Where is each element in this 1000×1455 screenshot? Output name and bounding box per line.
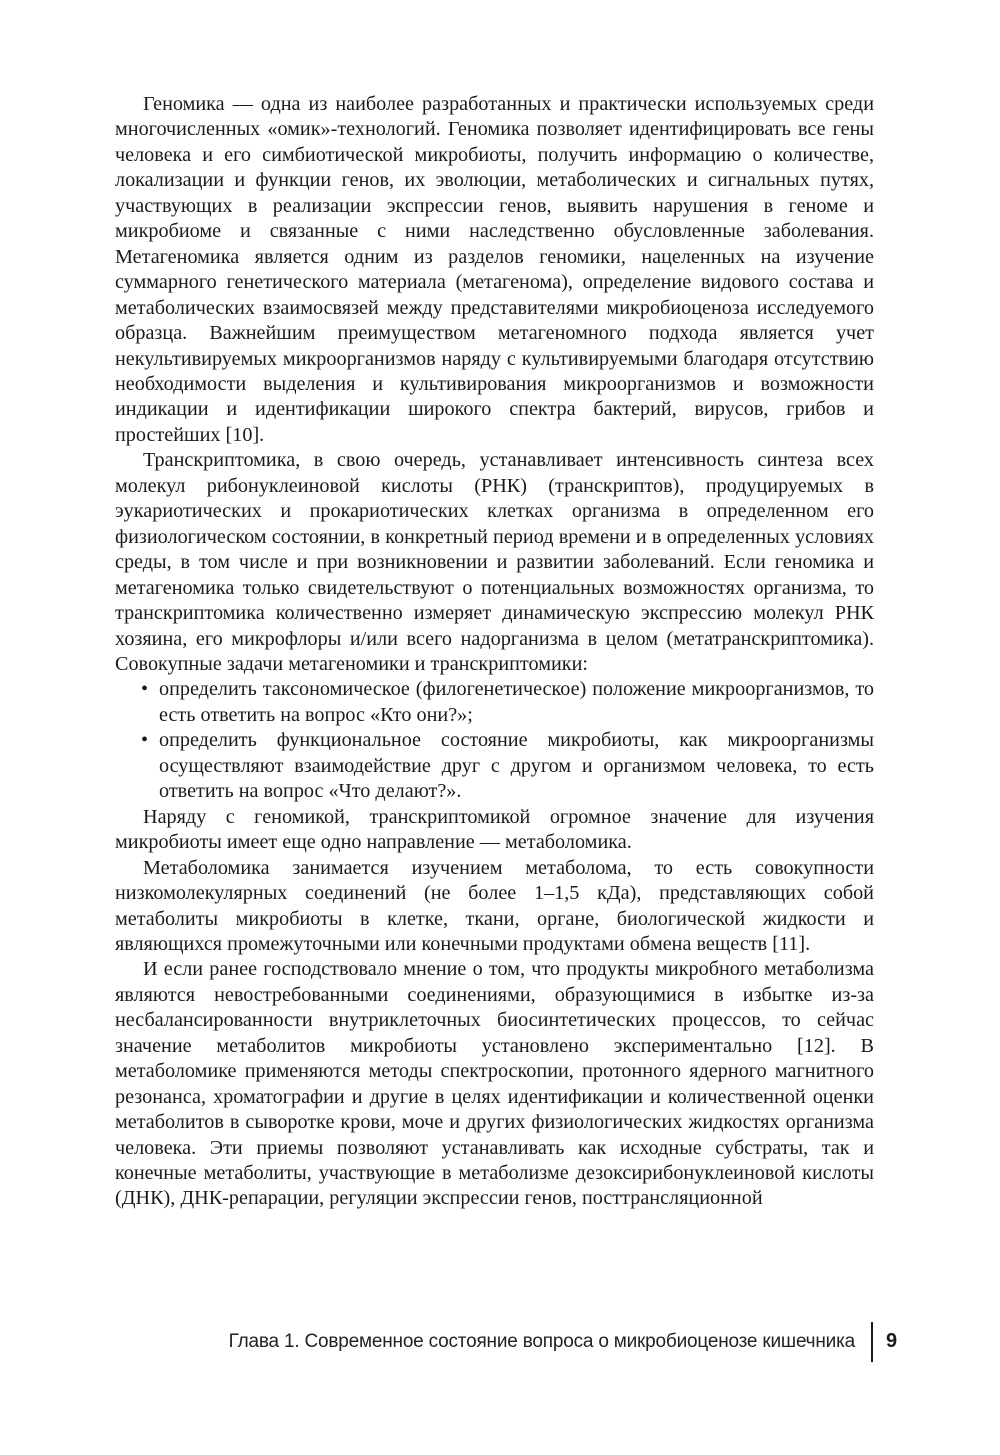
tasks-list [115, 677, 874, 804]
paragraph-transcriptomics: Транскриптомика, в свою очередь, устанавливает интенсивность синтеза всех молекул рибонуклеиновой кислоты (РНК) (транскриптов), продуцируемых в эукариотических и прокариотических клетках организма в определенном его физиологическом состоянии, в конкретный период времени и в определенных условиях среды, в том числе и при возникновении и развитии заболеваний. Если геномика и метагеномика только свидетельствуют о потенциальных возможностях организма, то транскриптомика количественно измеряет динамическую экспрессию молекул РНК хозяина, его микрофлоры и/или всего надорганизма в целом (метатранскриптомика). Совокупные задачи метагеномики и транскриптомики: [115, 449, 874, 675]
running-title: Глава 1. Современное состояние вопроса о микробиоценозе кишечника [228, 1331, 855, 1352]
page-body [115, 92, 874, 1212]
paragraph-metabolomics-definition: Метаболомика занимается изучением метаболома, то есть совокупности низкомолекулярных соединений (не более 1–1,5 кДа), представляющих собой метаболиты микробиоты в клетке, ткани, органе, биологической жидкости и являющихся промежуточными или конечными продуктами обмена веществ [11]. [115, 856, 874, 955]
page-number: 9 [886, 1330, 898, 1352]
page-footer [0, 1322, 1000, 1362]
paragraph-metabolomics-intro: Наряду с геномикой, транскриптомикой огромное значение для изучения микробиоты имеет еще одно направление — метаболомика. [115, 805, 874, 854]
paragraph-genomics: Геномика — одна из наиболее разработанных и практически используемых среди многочисленных «омик»-технологий. Геномика позволяет идентифицировать все гены человека и его симбиотической микробиоты, получить информацию о количестве, локализации и функции генов, их эволюции, метаболических и сигнальных путях, участвующих в реализации экспрессии генов, выявить нарушения в геноме и микробиоме и связанные с ними наследственно обусловленные заболевания. Метагеномика является одним из разделов геномики, нацеленных на изучение суммарного генетического материала (метагенома), определение видового состава и метаболических взаимосвязей между представителями микробиоценоза исследуемого образца. Важнейшим преимуществом метагеномного подхода является учет некультивируемых микроорганизмов наряду с культивируемыми благодаря отсутствию необходимости выделения и культивирования микроорганизмов и возможности индикации и идентификации широкого спектра бактерий, вирусов, грибов и простейших [10]. [115, 93, 874, 446]
footer-divider [871, 1322, 873, 1362]
paragraph-microbial-metabolism: И если ранее господствовало мнение о том, что продукты микробного метаболизма являются невостребованными соединениями, образующимися в избытке из-за несбалансированности внутриклеточных биосинтетических процессов, то сейчас значение метаболитов микробиоты установлено экспериментально [12]. В метаболомике применяются методы спектроскопии, протонного ядерного магнитного резонанса, хроматографии и другие в целях идентификации и количественной оценки метаболитов в сыворотке крови, моче и других физиологических жидкостях организма человека. Эти приемы позволяют устанавливать как исходные субстраты, так и конечные метаболиты, участвующие в метаболизме дезоксирибонуклеиновой кислоты (ДНК), ДНК-репарации, регуляции экспрессии генов, посттрансляционной [115, 958, 874, 1210]
list-item: • определить таксономическое (филогенетическое) положение микроорганизмов, то есть ответить на вопрос «Кто они?»; [141, 677, 874, 728]
list-item: • определить функциональное состояние микробиоты, как микроорганизмы осуществляют взаимодействие друг с другом и организмом человека, то есть ответить на вопрос «Что делают?». [141, 728, 874, 804]
